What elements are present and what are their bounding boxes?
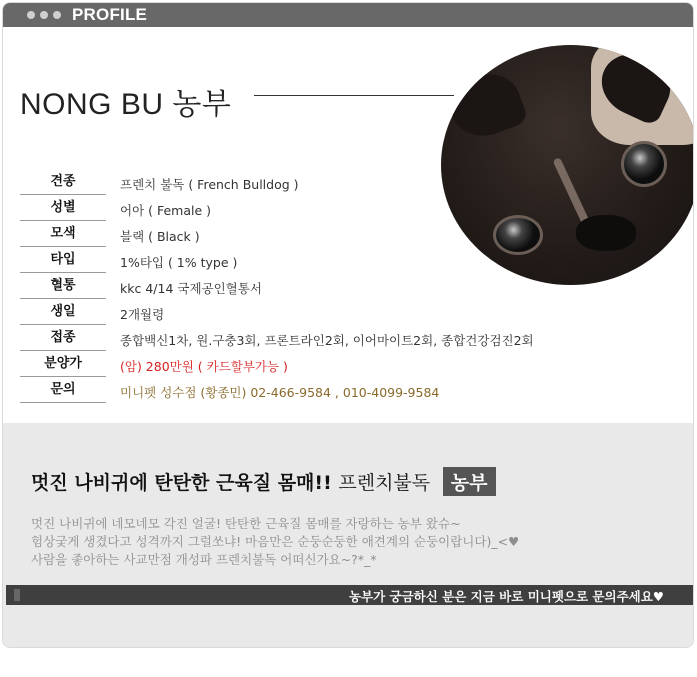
info-value: 프렌치 불독 ( French Bulldog )	[120, 177, 299, 192]
profile-panel	[2, 2, 694, 648]
info-row-price	[20, 355, 580, 379]
info-key: 분양가	[20, 355, 106, 377]
dot-icon	[40, 11, 48, 19]
info-row-type	[20, 251, 580, 275]
dog-name-title: NONG BU 농부	[20, 88, 232, 121]
dog-nose	[576, 215, 636, 251]
info-key: 견종	[20, 173, 106, 195]
info-value: 블랙 ( Black )	[120, 229, 200, 244]
info-row-birth	[20, 303, 580, 327]
strip-marker	[14, 589, 20, 601]
info-key: 생일	[20, 303, 106, 325]
info-row-contact	[20, 381, 580, 405]
price-value: (암) 280만원 ( 카드할부가능 )	[120, 359, 288, 374]
profile-header-bar	[3, 3, 694, 27]
header-dots	[27, 11, 61, 19]
cta-text: 농부가 궁금하신 분은 지금 바로 미니펫으로 문의주세요♥	[348, 589, 664, 604]
title-divider	[254, 95, 454, 96]
info-key: 모색	[20, 225, 106, 247]
info-key: 성별	[20, 199, 106, 221]
info-value: 1%타입 ( 1% type )	[120, 255, 238, 270]
info-value: 종합백신1차, 원.구충3회, 프론트라인2회, 이어마이트2회, 종합건강검진2회	[120, 333, 534, 348]
info-key: 접종	[20, 329, 106, 351]
promo-section	[3, 423, 694, 648]
info-value: 어아 ( Female )	[120, 203, 212, 218]
dog-photo	[441, 45, 694, 285]
dot-icon	[53, 11, 61, 19]
promo-headline	[31, 467, 496, 496]
promo-description	[31, 515, 519, 569]
header-label: PROFILE	[72, 5, 148, 24]
desc-line: 험상궂게 생겼다고 성격까지 그럴쏘냐! 마음만은 순둥순둥한 애견계의 순둥이랍니다)_<♥	[31, 534, 520, 549]
cta-strip	[6, 585, 694, 605]
info-row-vaccination	[20, 329, 580, 353]
contact-value: 미니펫 성수점 (황종민) 02-466-9584 , 010-4099-9584	[120, 385, 440, 400]
info-value: 2개월령	[120, 307, 165, 322]
info-key: 문의	[20, 381, 106, 403]
headline-light: 프렌치불독	[338, 472, 431, 494]
name-badge: 농부	[443, 467, 496, 496]
info-row-color	[20, 225, 580, 249]
info-row-sex	[20, 199, 580, 223]
dog-ear-left	[443, 65, 529, 145]
dog-eye-right	[621, 141, 667, 187]
info-value: kkc 4/14 국제공인혈통서	[120, 281, 262, 296]
info-row-pedigree	[20, 277, 580, 301]
info-key: 혈통	[20, 277, 106, 299]
info-row-breed	[20, 173, 580, 197]
info-key: 타입	[20, 251, 106, 273]
desc-line: 사람을 좋아하는 사교만점 개성파 프렌치불독 어떠신가요~?*_*	[31, 552, 377, 567]
dot-icon	[27, 11, 35, 19]
desc-line: 멋진 나비귀에 네모네모 각진 얼굴! 탄탄한 근육질 몸매를 자랑하는 농부 왔슈~	[31, 516, 461, 531]
headline-bold: 멋진 나비귀에 탄탄한 근육질 몸매!!	[31, 472, 332, 494]
